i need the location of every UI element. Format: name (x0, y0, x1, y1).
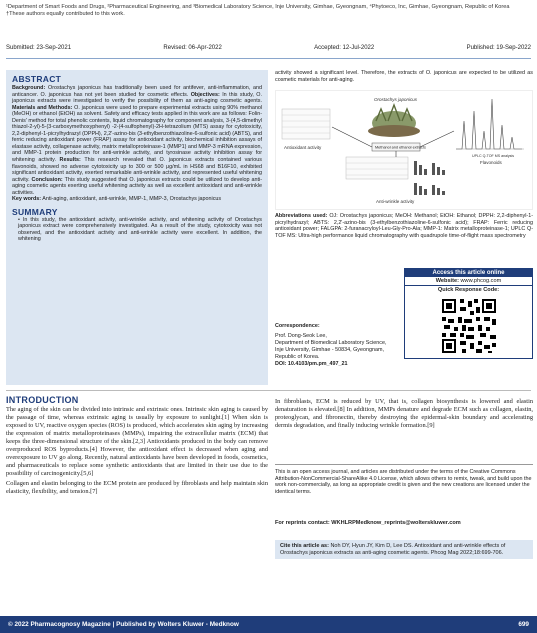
intro-column-right (275, 398, 533, 432)
access-box (404, 268, 533, 359)
abbreviations (275, 213, 533, 239)
results-text: This research revealed that O. japonicus extracts contained various flavonoids, showed no adverse cytotoxicity up to 300 or 500 μg/mL in HS68 and B16F10, exhibited significant antioxidant activity, exerted remarkable anti-wrinkle activity, and represented useful whitening activity. (12, 157, 262, 183)
graphical-abstract (275, 90, 533, 210)
dates-row (6, 45, 531, 51)
doi[interactable]: DOI: 10.4103/pm.pm_497_21 (275, 360, 348, 367)
flavonoids-label: Flavonoids (480, 160, 502, 165)
correspondent-country: Republic of Korea. (275, 353, 320, 360)
intro-paragraph-3: In fibroblasts, ECM is reduced by UV, that is, collagen biosynthesis is lowered and elastin denaturation is elevated.[8] In addition, MMPs denature and degrade ECM such as collagen, elastin, proteoglycan, and fibronectin, thereby destroying the epidermal-skin boundary and accelerating dermis degradation, and finally inducing wrinkle formation.[9] (275, 398, 533, 430)
abbreviations-label: Abbreviations used: (275, 213, 328, 219)
header-divider (6, 58, 531, 59)
methods-label: Materials and Methods: (12, 104, 73, 111)
chromatogram (456, 99, 522, 149)
revised-date: Revised: 06-Apr-2022 (163, 45, 222, 51)
license-notice: This is an open access journal, and articles are distributed under the terms of the Creative Commons Attribution-NonCommercial-ShareAlike 4.0 License, which allows others to remix, tweak, and build upon the work non-commercially, as long as appropriate credit is given and the new creations are licensed under the identical terms. (275, 464, 533, 496)
keywords-text: Anti-aging, antioxidant, anti-wrinkle, MMP-1, MMP-3, Orostachys japonicus (42, 196, 222, 203)
website-link[interactable]: www.phcog.com (460, 278, 502, 284)
antioxidant-label: Antioxidant activity (284, 145, 322, 150)
intro-paragraph-2: Collagen and elastin belonging to the ECM protein are produced by fibroblasts and help maintain skin elasticity, flexibility, and tension.[7] (6, 479, 268, 495)
section-divider (6, 390, 531, 391)
equal-contribution-note: †These authors equally contributed to this work. (6, 10, 125, 17)
access-title: Access this article online (405, 269, 532, 277)
intro-column-left (6, 406, 268, 498)
results-label: Results: (59, 157, 81, 164)
affiliation-text: ¹Department of Smart Foods and Drugs, ²Pharmaceutical Engineering, and ³Biomedical Laboratory Science, Inje University, Gimhae, Gyeongnam, ⁴Phytoeco, Inc, Gimhae, Gyeongnam, Republic of Korea (6, 4, 510, 10)
website-label: Website: (435, 278, 459, 284)
methods-text: O. japonicus were used to prepare experimental extracts using 90% methanol (MeOH) or ethanol (EtOH) as solvent. Safety and efficacy tests applied in this work are as follows: Folin-Denis' method for total phenolic contents, liquid chromatography for component analysis, 3-(4,5-dimethyl thiazol-2-yl)-5-(3-carboxymethoxyphenyl) -2-(4-sulfophenyl)-2H-tetrazolium (MTS) assay for cytotoxicity, 2,2-diphenyl-1-picrylhydrazyl (DPPH), 2,2'-azino-bis (3-ethylbenzothiazoline-6-sulfonic acid) (ABTS), and ferric reducing antioxidant power (FRAP) assay for antioxidant activity, biochemical inhibition assays of elastase activity, collagenase activity, matrix metalloproteinase-1 (MMP1) and MMP-3 mRNA expression, and MMP-1 protein production for anti-wrinkle activity, and tyrosinase activity inhibition assay for whitening activity. (12, 104, 263, 164)
correspondent-dept: Department of Biomedical Laboratory Science, (275, 339, 387, 346)
summary-title: SUMMARY (12, 206, 58, 217)
footer-copyright: © 2022 Pharmacognosy Magazine | Published by Wolters Kluwer - Medknow (8, 621, 239, 628)
abstract-title: ABSTRACT (12, 74, 62, 84)
extracts-box-label: Methanol and ethanol extracts (375, 145, 426, 150)
graphical-abstract-figure (276, 91, 532, 209)
qr-label: Quick Response Code: (437, 287, 500, 293)
correspondent-univ: Inje University, Gimhae - 50834, Gyeongnam, (275, 346, 384, 353)
background-text: Orostachys japonicus has traditionally been used for antifever, anti-inflammation, and anticancer. O. japonicus has not yet been studied for cosmetic effects. (12, 85, 263, 98)
cite-text: Noh DY, Hyun JY, Kim D, Lee DS. Antioxidant and anti-wrinkle effects of Orostachys japonicus extracts as anti-aging cosmetic agents. Phcog Mag 2022;18:699-706. (280, 543, 506, 556)
summary-continuation: activity showed a significant level. Therefore, the extracts of O. japonicus are expected to be utilized as cosmetic materials for anti-aging. (275, 70, 533, 83)
introduction-heading: INTRODUCTION (6, 395, 79, 405)
cite-label: Cite this article as: (280, 543, 329, 549)
reprints-contact[interactable]: For reprints contact: WKHLRPMedknow_reprints@wolterskluwer.com (275, 520, 461, 526)
conclusion-label: Conclusion: (31, 176, 63, 183)
correspondent-name: Prof. Dong-Seok Lee, (275, 332, 327, 339)
objectives-text: In this study, O. japonicus extracts were investigated to verify the possibility of them as anti-aging cosmetic agents. (12, 91, 262, 105)
qr-code-icon[interactable] (440, 297, 498, 355)
abbreviations-text: OJ: Orostachys japonicus; MeOH: Methanol; EtOH: Ethanol; DPPH: 2,2-diphenyl-1-picrylhydrazyl; ABTS: 2,2'-azino-bis (3-ethylbenzothiazoline-6-sulfonic acid); FRAP: Ferric reducing antioxidant power; FALGPA: 2-furanacryloyl-Leu-Gly-Pro-Ala; MMP-1: Matrix metalloproteinase-1; UPLC Q-TOF MS: Ultra-high performance liquid chromatography with quadrupole time-of-flight mass spectrometry (275, 213, 533, 239)
plant-title: Orostachys japonicus (374, 97, 418, 102)
bar-panels (414, 161, 445, 195)
citation-box (275, 540, 533, 559)
page-footer (0, 616, 537, 633)
conclusion-text: This study suggested that O. japonicus extracts could be utilized to develop anti-aging cosmetic agents exerting useful whitening activity as well as excellent antioxidant and anti-wrinkle activities. (12, 176, 262, 196)
plant-illustration (368, 105, 420, 137)
background-label: Background: (12, 85, 46, 91)
correspondence (275, 323, 405, 367)
keywords-label: Key words: (12, 196, 42, 203)
correspondence-label: Correspondence: (275, 323, 320, 329)
abstract-body (12, 85, 262, 203)
abstract-box (6, 70, 268, 385)
submitted-date: Submitted: 23-Sep-2021 (6, 45, 72, 51)
page-number: 699 (518, 621, 529, 628)
website-row (405, 277, 532, 286)
accepted-date: Accepted: 12-Jul-2022 (314, 45, 375, 51)
objectives-label: Objectives: (190, 91, 220, 98)
summary-text: • In this study, the antioxidant activity, anti-wrinkle activity, and whitening activity of Orostachys japonicus extract were comprehensively investigated. As a result of the study, cytotoxicity was not observed, and the antioxidant activity and anti-wrinkle activity were excellent. In addition, the whitening (18, 216, 262, 243)
chromatogram-caption: UPLC Q-TOF MS analysis (472, 154, 515, 158)
published-date: Published: 19-Sep-2022 (466, 45, 531, 51)
intro-paragraph-1: The aging of the skin can be divided into intrinsic and extrinsic ones. Intrinsic skin aging is caused by the passage of time, whereas extrinsic aging is usually by exposure to sunlight.[1] When skin is exposed to UV, reactive oxygen species (ROS) is produced, which accelerates skin aging by increasing the expression of matrix metalloproteinases (MMPs), impairing the extracellular matrix (ECM) that keeps the three-dimensional structure of the skin.[2,3] Antioxidants produced in the body can remove overproduced ROS byproducts.[4] However, the antioxidant effect is decreased when aging and overexposure to UV go along. Recently, natural antioxidants have been developed in foods, cosmetics, and pharmaceuticals to replace some synthetic antioxidants that are limited in their use due to the possibility of carcinogenicity.[5,6] (6, 406, 268, 478)
antiwrinkle-label: Anti-wrinkle activity (376, 199, 415, 204)
affiliations (6, 4, 531, 18)
